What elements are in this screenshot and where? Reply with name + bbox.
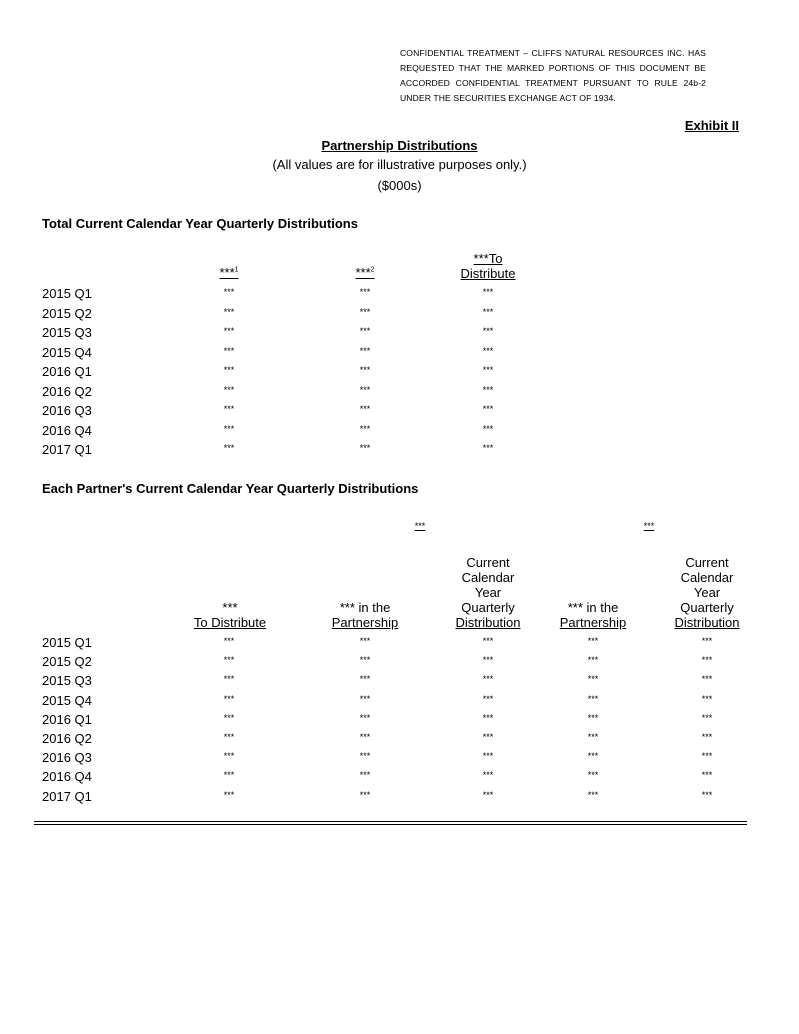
table-cell: *** <box>482 287 494 297</box>
table-cell: *** <box>587 770 599 781</box>
table-cell: *** <box>482 306 494 317</box>
table-cell: *** <box>223 732 235 742</box>
row-label: 2015 Q3 <box>42 325 92 340</box>
table2-col3-line1: Current <box>466 555 510 570</box>
table-cell: *** <box>359 443 371 453</box>
footnote-2: 2 <box>370 267 375 274</box>
table-cell: *** <box>482 423 494 434</box>
table-cell: *** <box>701 674 713 685</box>
table-cell: *** <box>359 326 371 336</box>
table-cell: *** <box>587 636 599 646</box>
table-cell: *** <box>359 789 371 800</box>
table-cell: *** <box>482 365 494 375</box>
table1-heading: Total Current Calendar Year Quarterly Distributions <box>42 216 358 231</box>
row-label: 2015 Q1 <box>42 286 92 301</box>
table-cell: *** <box>223 751 235 762</box>
row-label: 2015 Q3 <box>42 673 92 689</box>
confidential-notice: CONFIDENTIAL TREATMENT – CLIFFS NATURAL RESOURCES INC. HAS REQUESTED THAT THE MARKED PORTIONS OF THIS DOCUMENT BE ACCORDED CONFIDENTIAL TREATMENT PURSUANT TO RULE 24b-2 UNDER THE SECURITIES EXCHANGE ACT OF 1934. <box>400 48 706 103</box>
table2-col3-line4: Quarterly <box>461 600 515 615</box>
table-cell: *** <box>482 345 494 356</box>
table2-col5-line2: Calendar <box>680 570 734 585</box>
table-cell: *** <box>223 674 235 685</box>
table-cell: *** <box>223 345 235 356</box>
table-cell: *** <box>223 693 235 704</box>
footnote-1: 1 <box>234 267 239 274</box>
table-cell: *** <box>587 789 599 800</box>
table-cell: *** <box>482 770 494 781</box>
row-label: 2017 Q1 <box>42 788 92 804</box>
table2-col1-header <box>185 600 275 630</box>
table-cell: *** <box>359 365 371 375</box>
table2-col4-line2: Partnership <box>559 615 627 630</box>
table-cell: *** <box>359 674 371 685</box>
table2-col5-line5: Distribution <box>674 615 740 630</box>
table-cell: *** <box>587 712 599 723</box>
table-cell: *** <box>359 404 371 414</box>
table1-col3-header <box>448 251 528 281</box>
table2-col5-line4: Quarterly <box>680 600 734 615</box>
table-cell: *** <box>359 732 371 742</box>
table-cell: *** <box>223 712 235 723</box>
table2-col5-header <box>662 555 752 630</box>
table-cell: *** <box>587 751 599 762</box>
table2-col3-header <box>443 555 533 630</box>
table-cell: *** <box>482 384 494 395</box>
bottom-rule-1 <box>34 821 747 822</box>
bottom-rule-2 <box>34 824 747 825</box>
table-cell: *** <box>223 443 235 453</box>
row-label: 2015 Q2 <box>42 654 92 670</box>
table2-col5-line1: Current <box>685 555 729 570</box>
table-cell: *** <box>701 789 713 800</box>
row-label: 2016 Q2 <box>42 731 92 746</box>
table-cell: *** <box>223 655 235 666</box>
table-cell: *** <box>701 693 713 704</box>
table-cell: *** <box>701 732 713 742</box>
page-subtitle: (All values are for illustrative purposes only.) <box>272 157 527 172</box>
table2-col2-header <box>320 600 410 630</box>
table2-heading: Each Partner's Current Calendar Year Quarterly Distributions <box>42 481 419 496</box>
table-cell: *** <box>359 693 371 704</box>
table-cell: *** <box>587 655 599 666</box>
row-label: 2016 Q1 <box>42 711 92 727</box>
table2-col4-header <box>548 600 638 630</box>
table-cell: *** <box>701 712 713 723</box>
table-cell: *** <box>482 712 494 723</box>
table-cell: *** <box>223 770 235 781</box>
row-label: 2015 Q2 <box>42 305 92 321</box>
row-label: 2016 Q4 <box>42 422 92 438</box>
table-cell: *** <box>223 789 235 800</box>
table-cell: *** <box>701 655 713 666</box>
table1-col1-label: *** <box>219 265 235 281</box>
row-label: 2016 Q3 <box>42 750 92 766</box>
table2-col1-line2: To Distribute <box>193 615 267 630</box>
table-cell: *** <box>482 732 494 742</box>
table2-col5-line3: Year <box>693 585 721 600</box>
table-cell: *** <box>359 770 371 781</box>
units-label: ($000s) <box>377 178 422 193</box>
table-cell: *** <box>701 770 713 781</box>
table-cell: *** <box>482 789 494 800</box>
table2-col2-line2: Partnership <box>331 615 399 630</box>
table-cell: *** <box>482 693 494 704</box>
page-title: Partnership Distributions <box>321 138 478 153</box>
table2-col3-line5: Distribution <box>455 615 521 630</box>
table-cell: *** <box>482 674 494 685</box>
row-label: 2017 Q1 <box>42 442 92 457</box>
table-cell: *** <box>701 636 713 646</box>
table-cell: *** <box>359 384 371 395</box>
table-cell: *** <box>359 287 371 297</box>
table2-group1-header: *** <box>414 521 426 531</box>
table-cell: *** <box>482 404 494 414</box>
table2-col3-line3: Year <box>474 585 502 600</box>
table-cell: *** <box>223 365 235 375</box>
table-cell: *** <box>587 674 599 685</box>
table-cell: *** <box>359 345 371 356</box>
table2-group2-header: *** <box>643 521 655 531</box>
exhibit-label: Exhibit II <box>684 118 739 133</box>
table2-col1-line1: *** <box>222 600 238 615</box>
table-cell: *** <box>359 751 371 762</box>
table1-col3-line2: Distribute <box>460 266 516 281</box>
table-cell: *** <box>359 423 371 434</box>
table-cell: *** <box>223 404 235 414</box>
table1-col2-header <box>335 263 395 280</box>
table-cell: *** <box>223 636 235 646</box>
table1-col1-header <box>199 263 259 280</box>
row-label: 2016 Q4 <box>42 769 92 785</box>
table-cell: *** <box>482 655 494 666</box>
row-label: 2015 Q4 <box>42 344 92 360</box>
row-label: 2016 Q2 <box>42 383 92 399</box>
table2-col3-line2: Calendar <box>461 570 515 585</box>
table-cell: *** <box>482 636 494 646</box>
table-cell: *** <box>223 423 235 434</box>
row-label: 2015 Q1 <box>42 635 92 650</box>
table1-col3-line1: ***To <box>473 251 503 266</box>
table-cell: *** <box>359 306 371 317</box>
table-cell: *** <box>223 384 235 395</box>
row-label: 2016 Q1 <box>42 364 92 379</box>
row-label: 2016 Q3 <box>42 403 92 418</box>
table-cell: *** <box>587 732 599 742</box>
table-cell: *** <box>482 443 494 453</box>
table-cell: *** <box>359 712 371 723</box>
table-cell: *** <box>223 306 235 317</box>
table-cell: *** <box>223 326 235 336</box>
table-cell: *** <box>587 693 599 704</box>
table-cell: *** <box>482 751 494 762</box>
table-cell: *** <box>359 655 371 666</box>
table-cell: *** <box>482 326 494 336</box>
table-cell: *** <box>359 636 371 646</box>
table2-col2-line1: *** in the <box>339 600 391 615</box>
row-label: 2015 Q4 <box>42 692 92 708</box>
table-cell: *** <box>223 287 235 297</box>
table-cell: *** <box>701 751 713 762</box>
table2-col4-line1: *** in the <box>567 600 619 615</box>
table1-col2-label: *** <box>355 265 371 281</box>
